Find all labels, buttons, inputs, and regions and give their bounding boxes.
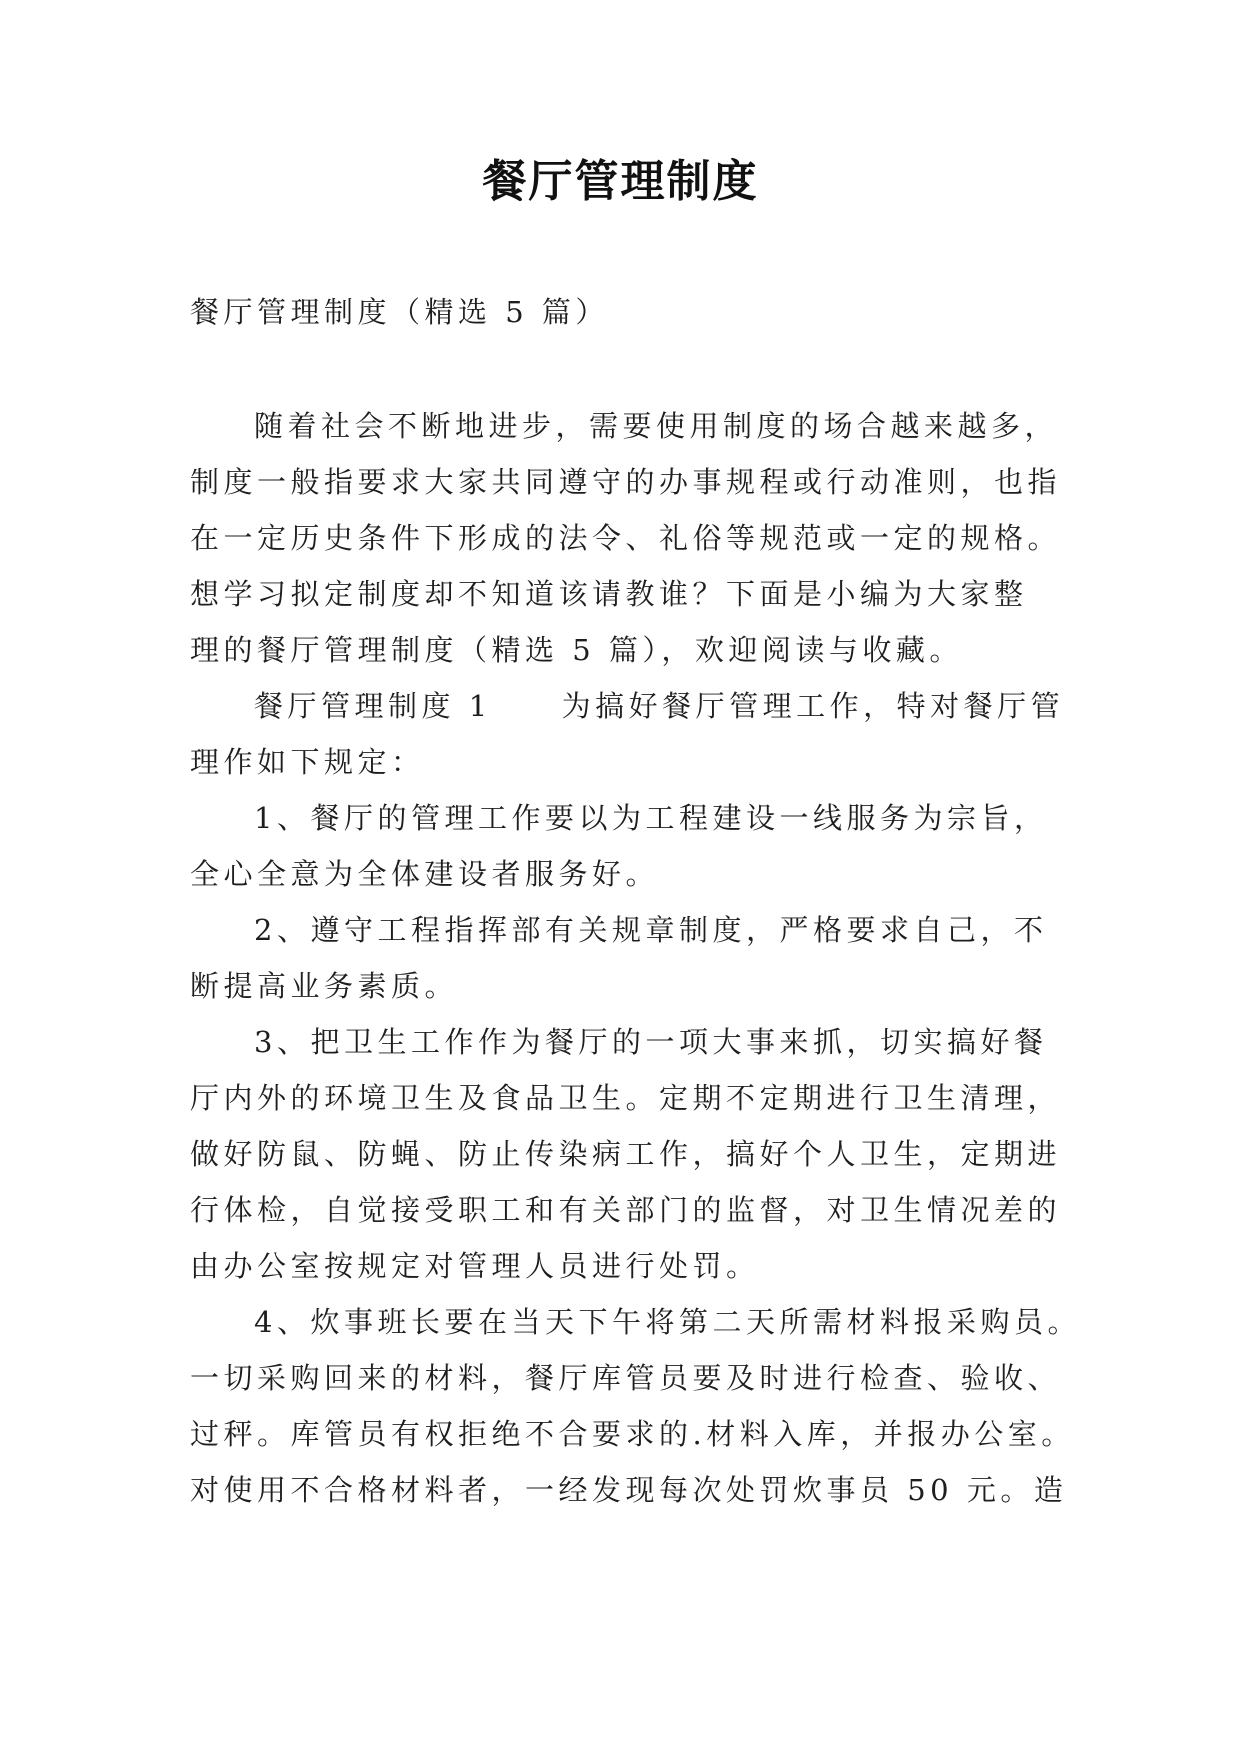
- text-line: 全心全意为全体建设者服务好。: [190, 857, 660, 891]
- text-line: 厅内外的环境卫生及食品卫生。定期不定期进行卫生清理，: [190, 1081, 1062, 1115]
- text-line: 在一定历史条件下形成的法令、礼俗等规范或一定的规格。: [190, 521, 1062, 555]
- text-line: 一切采购回来的材料，餐厅库管员要及时进行检查、验收、: [190, 1361, 1062, 1395]
- text-line: 4、炊事班长要在当天下午将第二天所需材料报采购员。: [254, 1305, 1081, 1339]
- text-line: 断提高业务素质。: [190, 969, 459, 1003]
- text-line: 想学习拟定制度却不知道该请教谁？下面是小编为大家整: [190, 577, 1028, 611]
- section-intro: 为搞好餐厅管理工作，特对餐厅管: [561, 689, 1065, 723]
- text-line: 过秤。库管员有权拒绝不合要求的.材料入库，并报办公室。: [190, 1417, 1075, 1451]
- text-line: 对使用不合格材料者，一经发现每次处罚炊事员 50 元。造: [190, 1473, 1068, 1507]
- text-line: 行体检，自觉接受职工和有关部门的监督，对卫生情况差的: [190, 1193, 1062, 1227]
- text-line: 1、餐厅的管理工作要以为工程建设一线服务为宗旨，: [254, 801, 1048, 835]
- text-line: 做好防鼠、防蝇、防止传染病工作，搞好个人卫生，定期进: [190, 1137, 1062, 1171]
- section-heading: 餐厅管理制度 1: [254, 689, 492, 723]
- text-line: 理作如下规定：: [190, 745, 425, 779]
- text-line: 3、把卫生工作作为餐厅的一项大事来抓，切实搞好餐: [254, 1025, 1048, 1059]
- text-line: 制度一般指要求大家共同遵守的办事规程或行动准则，也指: [190, 465, 1062, 499]
- text-line: 随着社会不断地进步，需要使用制度的场合越来越多，: [254, 409, 1059, 443]
- section-line: [254, 686, 1064, 726]
- text-line: 理的餐厅管理制度（精选 5 篇），欢迎阅读与收藏。: [190, 633, 963, 667]
- text-line: 2、遵守工程指挥部有关规章制度，严格要求自己，不: [254, 913, 1048, 947]
- text-line: 由办公室按规定对管理人员进行处罚。: [190, 1249, 760, 1283]
- document-subtitle: 餐厅管理制度（精选 5 篇）: [190, 295, 609, 329]
- document-title: 餐厅管理制度: [482, 156, 759, 207]
